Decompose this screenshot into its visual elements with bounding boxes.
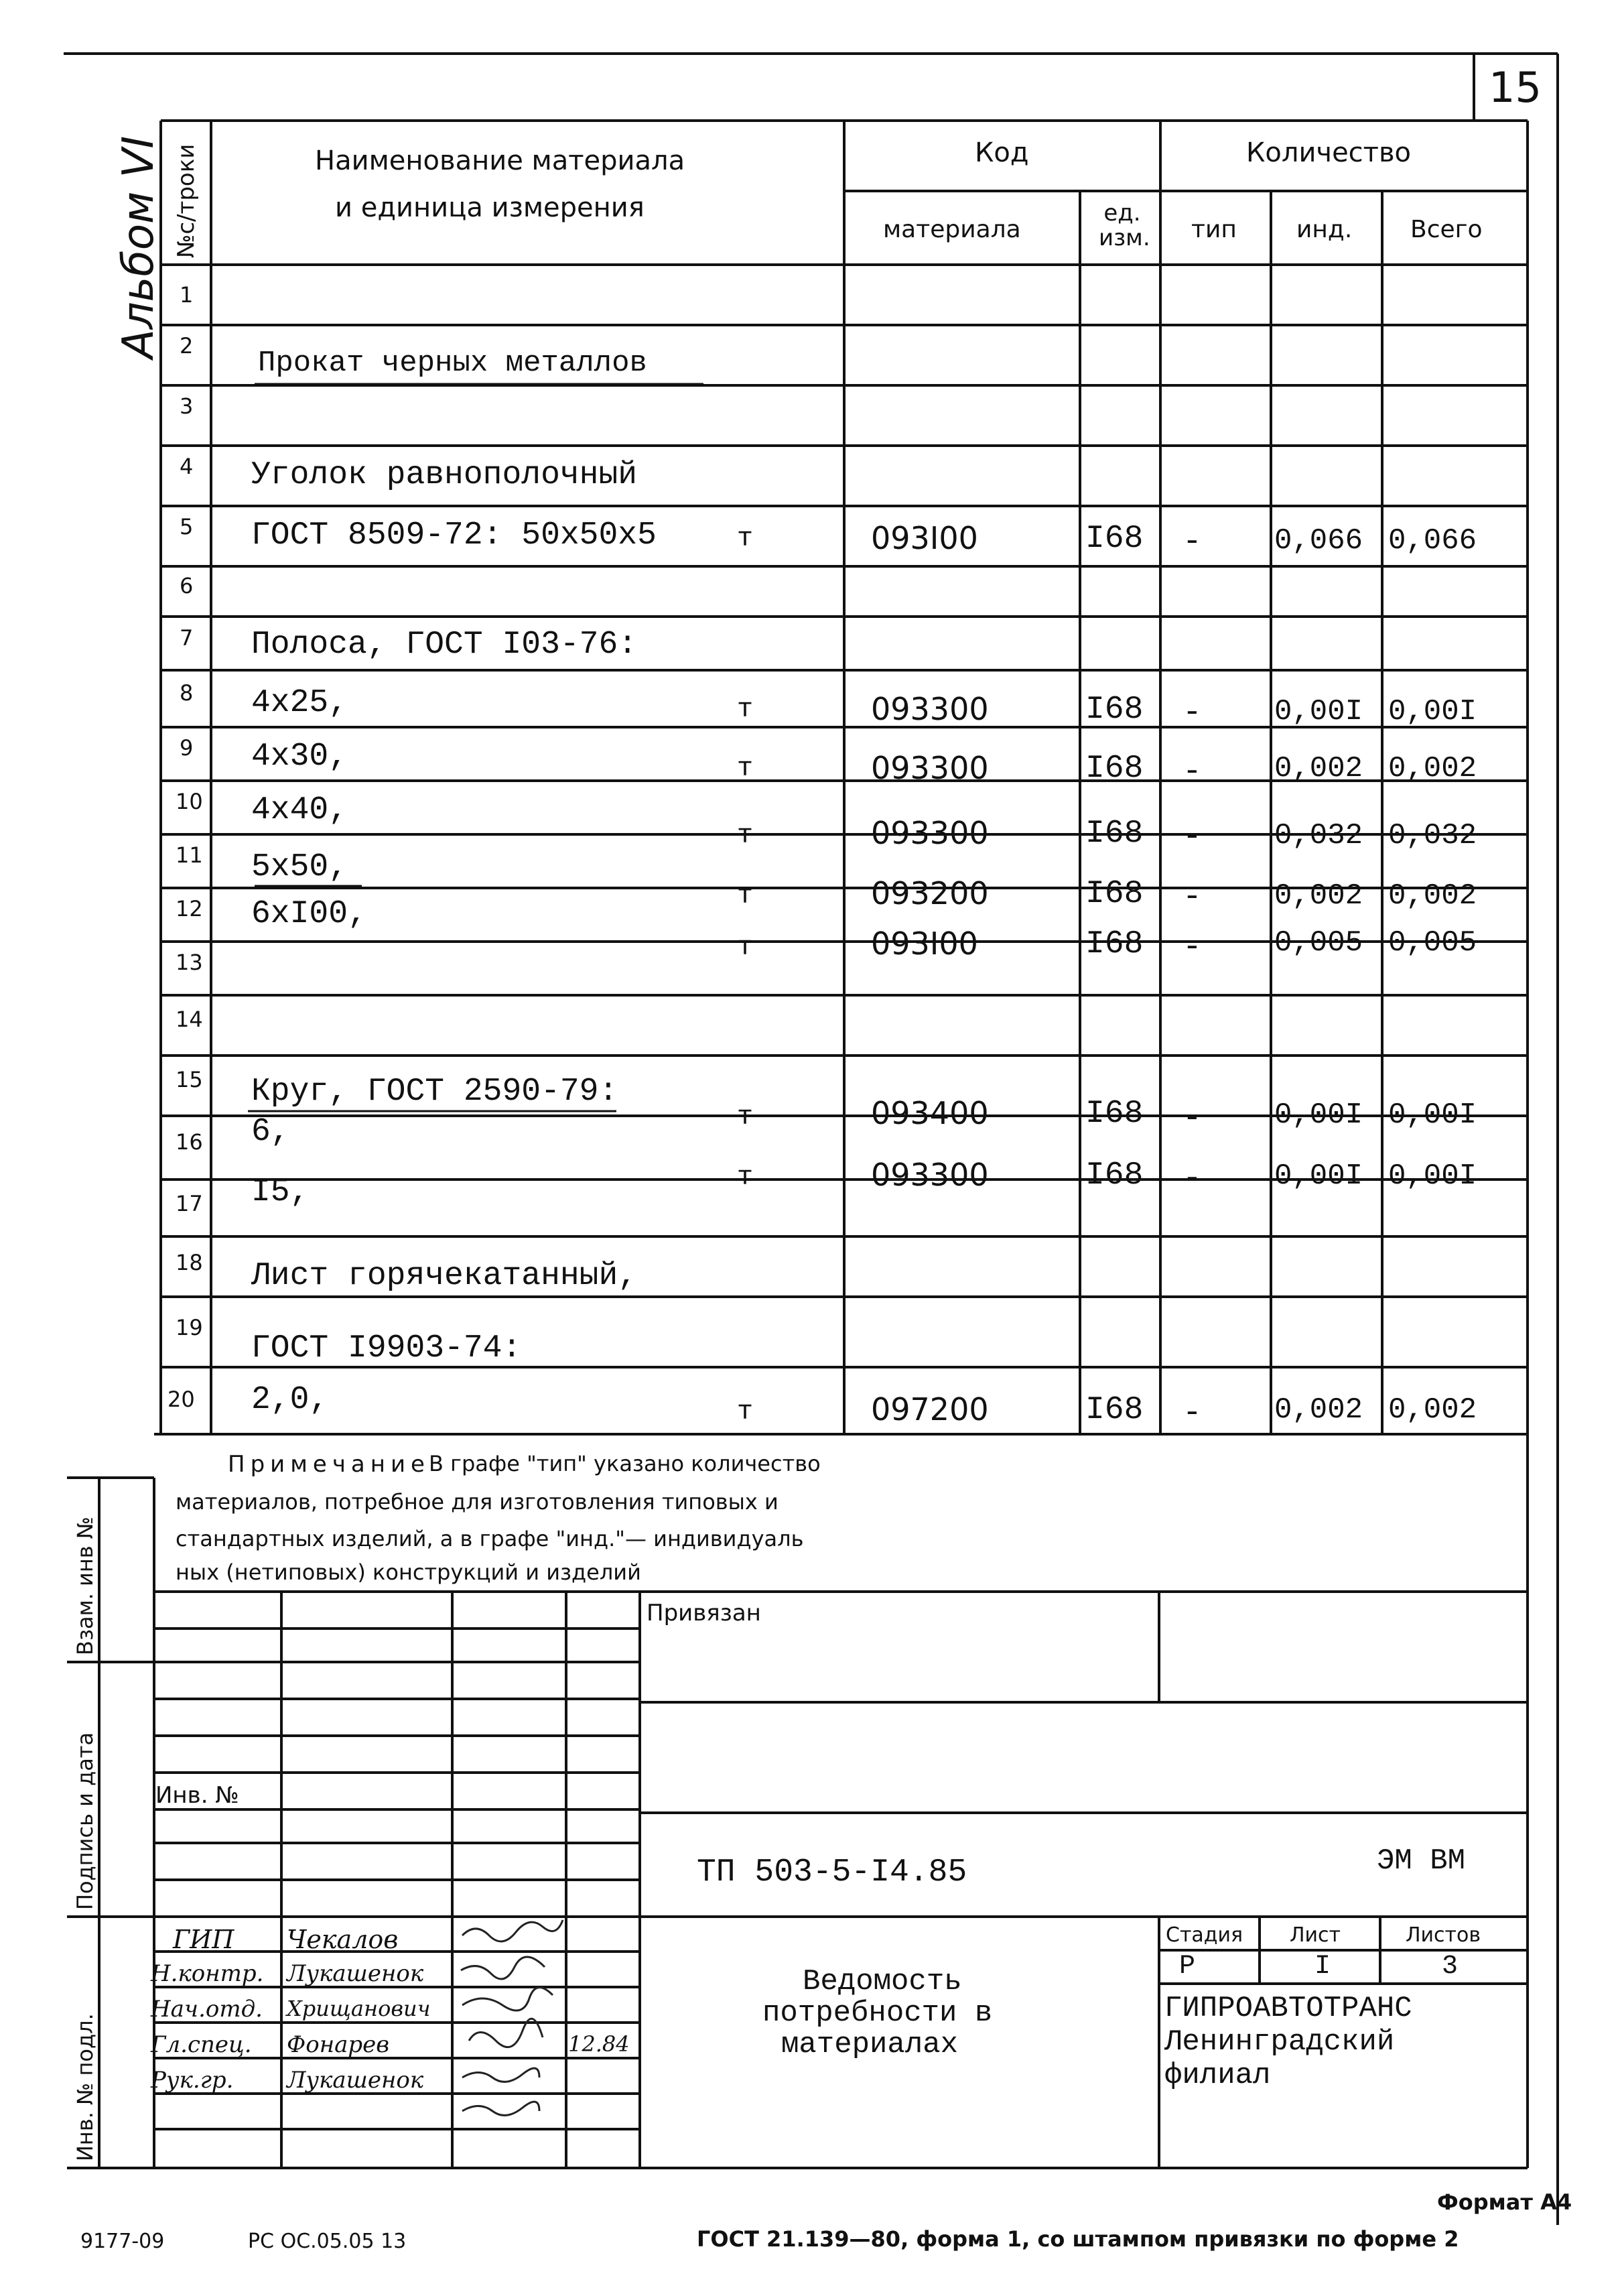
unit-code: I68 [1085, 1392, 1144, 1428]
sheet-value: I [1314, 1952, 1331, 1982]
row-number: 12 [176, 896, 203, 921]
qty-ind: 0,00I [1274, 695, 1363, 728]
note-line4: ных (нетиповых) конструкций и изделий [176, 1559, 641, 1585]
row-number: 15 [176, 1067, 203, 1092]
unit-label: т [737, 1102, 754, 1133]
qty-type: - [1182, 1100, 1202, 1137]
qty-total: 0,032 [1388, 819, 1477, 852]
note-label: Примечание [228, 1451, 430, 1478]
qty-total: 0,002 [1388, 752, 1477, 785]
quantity-header: Количество [1246, 137, 1412, 168]
row-number: 13 [176, 950, 203, 975]
org-line1: ГИПРОАВТОТРАНС [1164, 1992, 1412, 2025]
doc-title-line2: потребности в [762, 1996, 993, 2030]
material-name: ГОСТ I9903-74: [251, 1330, 522, 1366]
unit-code: I68 [1085, 926, 1144, 962]
qty-type: - [1182, 524, 1202, 560]
signer-role: ГИП [173, 1925, 234, 1954]
unit-code: I68 [1085, 692, 1144, 728]
name-header-line2: и единица измерения [335, 192, 645, 223]
qty-ind: 0,00I [1274, 1098, 1363, 1132]
row-number: 5 [180, 514, 194, 539]
material-name: Лист горячекатанный, [251, 1258, 638, 1294]
signer-name: Лукашенок [287, 1960, 424, 1987]
sign-date: 12.84 [568, 2031, 630, 2057]
material-code: 093400 [871, 1095, 989, 1131]
footer-left-code: 9177-09 [80, 2230, 165, 2253]
doc-title-line1: Ведомость [803, 1965, 962, 1998]
note-line1: В графе "тип" указано количество [429, 1451, 821, 1476]
row-number: 19 [176, 1315, 203, 1340]
material-code: 093200 [871, 875, 989, 911]
qty-total: 0,00I [1388, 1159, 1477, 1193]
code-unit-header: ед. изм. [1099, 200, 1150, 252]
qty-total: 0,066 [1388, 524, 1477, 558]
album-label: Альбом VI [114, 135, 163, 359]
material-code: 093I00 [871, 520, 978, 556]
qty-ind: 0,032 [1274, 819, 1363, 852]
material-name: Прокат черных металлов [258, 346, 647, 380]
qty-type: - [1182, 930, 1202, 966]
sheets-label: Листов [1406, 1923, 1481, 1947]
row-number: 10 [176, 789, 203, 814]
material-name: Полоса, ГОСТ I03-76: [251, 627, 638, 663]
row-number: 18 [176, 1250, 203, 1275]
material-code: 097200 [871, 1391, 989, 1427]
unit-label: т [737, 1397, 754, 1427]
row-number: 11 [176, 842, 203, 868]
code-header: Код [975, 137, 1029, 168]
unit-label: т [737, 821, 754, 851]
qty-type: - [1182, 1161, 1202, 1197]
material-name: 6хI00, [251, 896, 367, 932]
inv-no-label: Инв. № [155, 1782, 239, 1809]
row-number: 9 [180, 735, 194, 761]
row-number: 16 [176, 1129, 203, 1155]
qty-type: - [1182, 1395, 1202, 1431]
qty-total: 0,00I [1388, 695, 1477, 728]
qty-type: - [1182, 819, 1202, 855]
row-number: 3 [180, 393, 194, 419]
material-code: 093300 [871, 750, 989, 786]
doc-title-line3: материалах [781, 2028, 959, 2061]
qty-total: 0,002 [1388, 1393, 1477, 1427]
page-number: 15 [1489, 63, 1542, 112]
row-number: 4 [180, 454, 194, 479]
material-name: I5, [251, 1174, 310, 1210]
material-name: 6, [251, 1114, 290, 1150]
signer-role: Гл.спец. [151, 2031, 252, 2058]
unit-code: I68 [1085, 816, 1144, 852]
material-name: 2,0, [251, 1382, 329, 1418]
doc-code: ТП 503-5-I4.85 [697, 1854, 967, 1891]
unit-label: т [737, 695, 754, 725]
material-name: 4х40, [251, 792, 348, 828]
material-name: 4х25, [251, 685, 348, 721]
qty-type-header: тип [1191, 216, 1237, 243]
signer-role: Рук.гр. [151, 2067, 234, 2094]
material-code: 093300 [871, 1157, 989, 1193]
unit-code: I68 [1085, 751, 1144, 787]
unit-code: I68 [1085, 876, 1144, 912]
unit-code: I68 [1085, 1157, 1144, 1194]
doc-mark: ЭМ ВМ [1377, 1844, 1466, 1878]
unit-code: I68 [1085, 521, 1144, 557]
qty-type: - [1182, 879, 1202, 915]
format-label: Формат А4 [1437, 2189, 1572, 2215]
unit-label: т [737, 754, 754, 784]
signer-role: Н.контр. [151, 1960, 264, 1987]
stage-value: Р [1179, 1952, 1196, 1982]
side-label-podpis: Подпись и дата [72, 1732, 98, 1910]
row-number: 7 [180, 625, 194, 651]
material-name: Круг, ГОСТ 2590-79: [251, 1074, 618, 1110]
qty-ind: 0,00I [1274, 1159, 1363, 1193]
row-number: 20 [167, 1387, 195, 1412]
material-code: 093300 [871, 691, 989, 727]
footer-gost: ГОСТ 21.139—80, форма 1, со штампом привязки по форме 2 [697, 2226, 1459, 2252]
row-number: 1 [180, 282, 194, 308]
org-line3: филиал [1164, 2059, 1271, 2092]
qty-ind: 0,002 [1274, 1393, 1363, 1427]
note-line3: стандартных изделий, а в графе "инд."— индивидуаль [176, 1526, 804, 1551]
signer-name: Лукашенок [287, 2067, 424, 2094]
name-header-line1: Наименование материала [315, 145, 685, 176]
unit-label: т [737, 933, 754, 963]
qty-type: - [1182, 695, 1202, 731]
unit-label: т [737, 881, 754, 911]
qty-ind: 0,005 [1274, 926, 1363, 960]
privyazan-label: Привязан [647, 1600, 761, 1627]
side-label-vzam: Взам. инв № [72, 1516, 98, 1655]
signer-role: Нач.отд. [151, 1996, 263, 2023]
qty-ind-header: инд. [1296, 216, 1353, 243]
row-number: 2 [180, 333, 194, 359]
side-label-inv-podl: Инв. № подл. [72, 2013, 98, 2161]
qty-ind: 0,066 [1274, 524, 1363, 558]
qty-total: 0,00I [1388, 1098, 1477, 1132]
org-line2: Ленинградский [1164, 2025, 1395, 2059]
row-number: 6 [180, 573, 194, 598]
signer-name: Чекалов [287, 1925, 399, 1954]
unit-code: I68 [1085, 1096, 1144, 1132]
unit-label: т [737, 524, 754, 554]
qty-total: 0,005 [1388, 926, 1477, 960]
qty-ind: 0,002 [1274, 879, 1363, 913]
material-code: 093I00 [871, 926, 978, 962]
material-code: 093300 [871, 815, 989, 851]
qty-type: - [1182, 754, 1202, 790]
row-number: 8 [180, 680, 194, 706]
qty-total-header: Всего [1410, 216, 1483, 243]
sheet-label: Лист [1290, 1923, 1341, 1947]
qty-total: 0,002 [1388, 879, 1477, 913]
unit-label: т [737, 1163, 754, 1193]
footer-left-doc: РС ОС.05.05 13 [248, 2230, 407, 2253]
material-name: 4х30, [251, 739, 348, 775]
material-name: 5х50, [251, 849, 348, 885]
signer-name: Хрищанович [287, 1996, 431, 2021]
row-number: 17 [176, 1191, 203, 1216]
note-line2: материалов, потребное для изготовления типовых и [176, 1489, 779, 1515]
material-name: Уголок равнополочный [251, 457, 638, 493]
qty-ind: 0,002 [1274, 752, 1363, 785]
sheets-value: 3 [1442, 1952, 1459, 1982]
row-number: 14 [176, 1007, 203, 1032]
code-material-header: материала [883, 216, 1021, 243]
row-number-header: №с/троки [173, 143, 200, 258]
signer-name: Фонарев [287, 2031, 390, 2058]
material-name: ГОСТ 8509-72: 50х50х5 [251, 517, 657, 554]
stage-label: Стадия [1166, 1923, 1243, 1947]
